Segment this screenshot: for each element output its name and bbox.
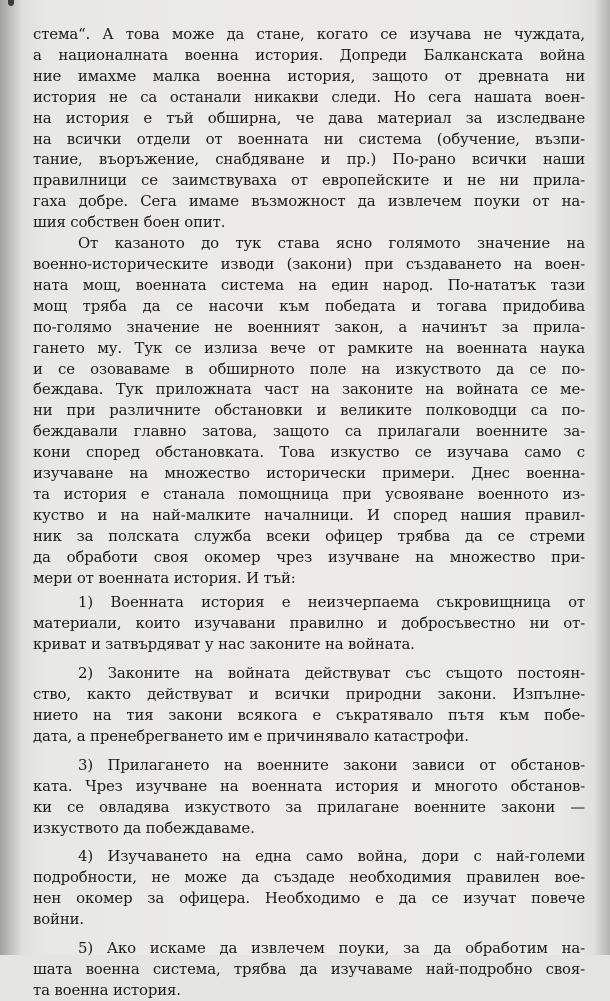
text-line: 3) Прилагането на военните закони зависи от обстанов- <box>78 755 585 774</box>
text-line: изкуството да побеждаваме. <box>33 818 255 837</box>
text-line: 2) Законите на войната действуват със същото постоян- <box>78 664 585 683</box>
text-line: тание, въоръжение, снабдяване и пр.) По-рано всички наши <box>33 150 585 169</box>
text-line: кони според обстановката. Това изкуство се изучава само с <box>33 443 585 462</box>
text-line: беждава. Тук приложната част на законите на войната се ме- <box>33 380 585 399</box>
text-line: ник за полската служба всеки офицер трябва да се стреми <box>33 526 585 545</box>
text-line: 4) Изучаването на една само война, дори с най-големи <box>78 847 585 866</box>
text-line: мери от военната история. И тъй: <box>33 568 296 587</box>
text-line: та история е станала помощница при усвояване военното из- <box>33 484 585 503</box>
spacer <box>33 838 585 846</box>
conclusion-item-2 <box>33 663 585 747</box>
paragraph-intro <box>33 24 585 233</box>
text-line: шия собствен боен опит. <box>33 213 226 232</box>
text-line: гаха добре. Сега имаме възможност да извлечем поуки от на- <box>33 192 585 211</box>
text-line: правилници се заимствуваха от европейските и не ни прила- <box>33 171 585 190</box>
text-line: ство, както действуват и всички природни закони. Изпълне- <box>33 685 585 704</box>
text-line: гането му. Тук се излиза вече от рамките на военната наука <box>33 338 585 357</box>
text-line: та военна история. <box>33 980 181 999</box>
text-line: ката. Чрез изучване на военната история и многото обстанов- <box>33 776 585 795</box>
text-line: 5) Ако искаме да извлечем поуки, за да обработим на- <box>78 939 585 958</box>
text-line: и се озоваваме в обширното поле на изкуството да се по- <box>33 359 585 378</box>
text-line: подробности, не може да създаде необходимия правилен вое- <box>33 868 585 887</box>
text-line: изучаване на множество исторически примери. Днес военна- <box>33 464 585 483</box>
conclusion-item-5 <box>33 938 585 1001</box>
text-line: куство и на най-малките началници. И според нашия правил- <box>33 505 585 524</box>
spacer <box>33 930 585 938</box>
text-line: нен окомер за офицера. Необходимо е да се изучат повече <box>33 889 585 908</box>
conclusion-item-1 <box>33 592 585 655</box>
text-line: От казаното до тук става ясно голямото значение на <box>78 234 585 253</box>
paragraph-main <box>33 233 585 588</box>
text-line: шата военна система, трябва да изучаваме най-подробно своя- <box>33 959 585 978</box>
text-line: история не са останали никакви следи. Но сега нашата воен- <box>33 87 585 106</box>
print-mark <box>8 0 14 6</box>
text-line: стема“. А това може да стане, когато се изучава не чуждата, <box>33 25 585 43</box>
conclusion-item-4 <box>33 846 585 930</box>
spacer <box>33 655 585 663</box>
text-line: мощ тряба да се насочи към победата и тогава придобива <box>33 296 585 315</box>
body-text <box>33 24 585 1001</box>
text-line: на всички отдели от военната ни система (обучение, възпи- <box>33 129 585 148</box>
page-edge-shadow <box>594 0 610 955</box>
conclusion-item-3 <box>33 755 585 839</box>
text-line: ки се овладява изкуството за прилагане военните закони — <box>33 797 585 816</box>
text-line: да обработи своя окомер чрез изучване на множество при- <box>33 547 585 566</box>
text-line: ната мощ, военната система на един народ. По-нататък тази <box>33 275 585 294</box>
spacer <box>33 747 585 755</box>
text-line: нието на тия закони всякога е съкратявало пътя към побе- <box>33 706 585 724</box>
text-line: беждавали главно затова, защото са прилагали военните за- <box>33 422 585 441</box>
text-line: 1) Военната история е неизчерпаема съкровищница от <box>78 593 585 612</box>
text-line: дата, а пренебрегването им е причинявало катастрофи. <box>33 726 469 745</box>
text-line: материали, които изучавани правилно и добросъвестно ни от- <box>33 614 585 633</box>
text-line: войни. <box>33 910 84 929</box>
text-line: на история е тъй обширна, че дава материал за изследване <box>33 108 585 127</box>
text-line: ние имахме малка военна история, защото от древната ни <box>33 66 585 85</box>
text-line: военно-историческите изводи (закони) при създаването на воен- <box>33 254 585 273</box>
text-line: по-голямо значение не военният закон, а начинът за прила- <box>33 317 585 336</box>
text-line: криват и затвърдяват у нас законите на войната. <box>33 635 415 654</box>
page-binding-shadow <box>0 0 22 955</box>
text-line: ни при различните обстановки и великите полководци са по- <box>33 401 585 420</box>
text-line: а националната военна история. Допреди Балканската война <box>33 45 585 64</box>
